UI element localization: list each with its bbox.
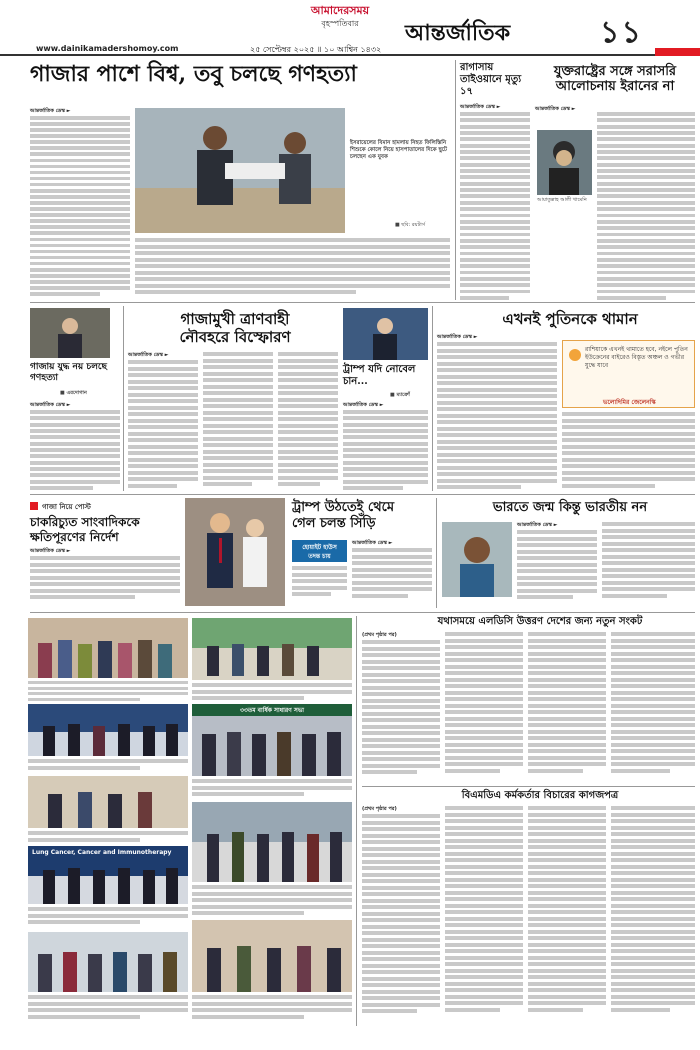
escalator-badge-line1: হোয়াইট হাউস [302, 544, 337, 551]
section-title: আন্তর্জাতিক [405, 20, 511, 46]
ad-photo-4-caption: ৩৩তম বার্ষিক সাধারণ সভা [239, 707, 305, 714]
india-body-col2 [602, 522, 695, 606]
escalator-photo[interactable] [185, 498, 285, 606]
ad-photo-6[interactable] [28, 846, 188, 904]
putin-pullquote-attrib: ভলোদিমির জেলেনস্কি [603, 399, 656, 406]
escalator-headline-line2[interactable]: গেল চলন্ত সিঁড়ি [292, 516, 376, 531]
header-rule [0, 54, 700, 56]
ad-photo-3-image [28, 704, 188, 756]
putin-desk: আন্তর্জাতিক ডেস্ক ► [437, 334, 478, 340]
macron-photo[interactable] [343, 308, 428, 360]
trump-nobel-byline: ■ ম্যাক্রোঁ [390, 392, 410, 398]
ldc-body-col1 [362, 640, 440, 782]
page-number: ১১ [600, 15, 643, 50]
tag-marker-icon [30, 502, 38, 510]
gaza-aid-headline-line1[interactable]: গাজামুখী ত্রাণবাহী [180, 310, 290, 328]
ad-photo-9[interactable] [192, 920, 352, 992]
erdogan-photo[interactable] [30, 308, 110, 358]
newspaper-logo: আমাদেরসময় [310, 4, 370, 17]
ragasa-headline[interactable]: রাগাসায় তাইওয়ানে মৃত্যু ১৭ [460, 62, 522, 97]
ad-photo-2[interactable] [192, 618, 352, 680]
column-divider [436, 498, 437, 608]
ad-photo-4[interactable] [192, 704, 352, 776]
ldc-headline[interactable]: যথাসময়ে এলডিসি উত্তরণ দেশের জন্য নতুন সংকট [437, 616, 643, 627]
ad-caption-5 [28, 831, 188, 843]
india-photo[interactable] [442, 522, 512, 597]
escalator-body-col1 [292, 566, 347, 606]
ad-caption-9 [192, 995, 352, 1023]
lead-photo-credit: ■ ছবি: রয়টার্স [395, 222, 426, 228]
header-date: ২৫ সেপ্টেম্বর ২০২৫ ॥ ১০ আশ্বিন ১৪৩২ [250, 45, 382, 54]
journalist-tag-label: গাজা নিয়ে পোস্ট [42, 503, 91, 511]
gaza-aid-headline-line2[interactable]: নৌবহরে বিস্ফোরণ [179, 328, 291, 346]
gaza-aid-body-col2 [203, 352, 273, 490]
iran-headline[interactable]: যুক্তরাষ্ট্রের সঙ্গে সরাসরি আলোচনায় ইরানের না [553, 64, 677, 94]
india-body-col1 [517, 530, 597, 606]
ldc-body-col2 [445, 632, 523, 782]
ad-photo-8-image [28, 932, 188, 992]
trump-nobel-desk: আন্তর্জাতিক ডেস্ক ► [343, 402, 384, 408]
section-divider [30, 494, 695, 495]
journalist-body [30, 556, 180, 606]
gaza-side-desk: আন্তর্জাতিক ডেস্ক ► [30, 402, 71, 408]
gaza-aid-body-col3 [278, 352, 338, 490]
macron-photo-image [343, 308, 428, 360]
putin-body-col2 [562, 412, 695, 490]
ldc-body-col4 [611, 632, 695, 782]
putin-pullquote-box [562, 340, 695, 408]
journalist-desk: আন্তর্জাতিক ডেস্ক ► [30, 548, 71, 554]
journalist-tag [30, 500, 180, 512]
journalist-headline[interactable]: চাকরিচ্যুত সাংবাদিককে ক্ষতিপূরণের নির্দেশ [30, 515, 140, 544]
trump-nobel-body [343, 410, 428, 490]
iran-photo-image [537, 130, 592, 195]
ad-caption-3 [28, 759, 188, 773]
column-divider [123, 306, 124, 491]
ad-photo-5-image [28, 776, 188, 828]
ad-caption-6 [28, 907, 188, 927]
bmcc-headline[interactable]: বিএমডিএ কর্মকর্তার বিচারের কাগজপত্র [461, 790, 619, 801]
ad-photo-7-image [192, 802, 352, 882]
header-website[interactable]: www.dainikamadershomoy.com [36, 44, 179, 53]
lead-photo-caption: ইসরায়েলের বিমান হামলায় নিহত ফিলিস্তিনি শিশুকে কোলে নিয়ে হাসপাতালের দিকে ছুটে চলছেন এক যুবক [350, 140, 448, 160]
lead-body-col2 [135, 238, 450, 296]
quote-icon [569, 349, 581, 361]
escalator-badge [292, 540, 347, 562]
lead-photo[interactable] [135, 108, 345, 233]
escalator-badge-line2: তদন্ত চায় [308, 553, 331, 560]
escalator-body-col2 [352, 548, 432, 606]
ad-photo-9-image [192, 920, 352, 992]
gaza-aid-desk: আন্তর্জাতিক ডেস্ক ► [128, 352, 169, 358]
bmcc-body-col3 [528, 806, 606, 1026]
bmcc-body-col1 [362, 814, 440, 1026]
column-divider [356, 616, 357, 1026]
gaza-side-headline[interactable]: গাজায় যুদ্ধ নয় চলছে গণহত্যা [30, 362, 107, 383]
escalator-desk: আন্তর্জাতিক ডেস্ক ► [352, 540, 393, 546]
gaza-aid-body-col1 [128, 360, 198, 490]
putin-body-col1 [437, 342, 557, 490]
ldc-lead-in: (প্রথম পৃষ্ঠার পর) [362, 632, 397, 638]
section-divider [30, 612, 695, 613]
iran-desk: আন্তর্জাতিক ডেস্ক ► [535, 106, 576, 112]
ad-caption-7 [192, 885, 352, 917]
india-headline[interactable]: ভারতে জন্ম কিন্তু ভারতীয় নন [492, 500, 648, 515]
column-divider [432, 306, 433, 491]
lead-desk: আন্তর্জাতিক ডেস্ক ► [30, 108, 71, 114]
bmcc-body-col4 [611, 806, 695, 1026]
trump-nobel-headline[interactable]: ট্রাম্প যদি নোবেল চান... [343, 364, 416, 387]
bmcc-body-col2 [445, 806, 523, 1026]
iran-photo[interactable] [537, 130, 592, 195]
lead-body-col1 [30, 116, 130, 296]
escalator-headline-line1[interactable]: ট্রাম্প উঠতেই থেমে [292, 500, 395, 515]
ldc-body-col3 [528, 632, 606, 782]
ad-caption-8 [28, 995, 188, 1023]
lead-photo-image [135, 108, 345, 233]
ragasa-desk: আন্তর্জাতিক ডেস্ক ► [460, 104, 501, 110]
ad-photo-6-caption: Lung Cancer, Cancer and Immunotherapy [32, 849, 172, 856]
gaza-side-body [30, 410, 120, 490]
putin-pullquote: রাশিয়াকে এখনই থামাতে হবে, নইলে পুতিন ইউক্রেনের বাইরেও বিস্তৃত অঞ্চল ও গভীর যুদ্ধে যাবে [585, 346, 688, 369]
erdogan-photo-image [30, 308, 110, 358]
ad-photo-7[interactable] [192, 802, 352, 882]
lead-headline[interactable]: গাজার পাশে বিশ্ব, তবু চলছে গণহত্যা [30, 61, 357, 87]
gaza-side-byline: ■ এরদোগান [60, 390, 87, 396]
header-accent-bar [655, 48, 700, 56]
india-photo-image [442, 522, 512, 597]
ad-caption-2 [192, 683, 352, 701]
ad-photo-8[interactable] [28, 932, 188, 992]
ad-photo-3[interactable] [28, 704, 188, 756]
header-day: বৃহস্পতিবার [321, 19, 359, 28]
escalator-photo-image [185, 498, 285, 606]
ad-photo-2-image [192, 618, 352, 680]
ragasa-body [460, 112, 530, 300]
ad-caption-4 [192, 779, 352, 799]
ad-caption-1 [28, 681, 188, 701]
iran-body [597, 112, 695, 300]
ad-photo-1-image [28, 618, 188, 678]
india-desk: আন্তর্জাতিক ডেস্ক ► [517, 522, 558, 528]
section-divider [30, 302, 695, 303]
section-divider [362, 786, 695, 787]
iran-photo-caption: আয়াতুল্লাহ আলী খামেনি [537, 197, 587, 203]
ad-photo-5[interactable] [28, 776, 188, 828]
column-divider [455, 60, 456, 300]
bmcc-lead-in: (প্রথম পৃষ্ঠার পর) [362, 806, 397, 812]
putin-headline[interactable]: এখনই পুতিনকে থামান [502, 310, 638, 328]
ad-photo-1[interactable] [28, 618, 188, 678]
